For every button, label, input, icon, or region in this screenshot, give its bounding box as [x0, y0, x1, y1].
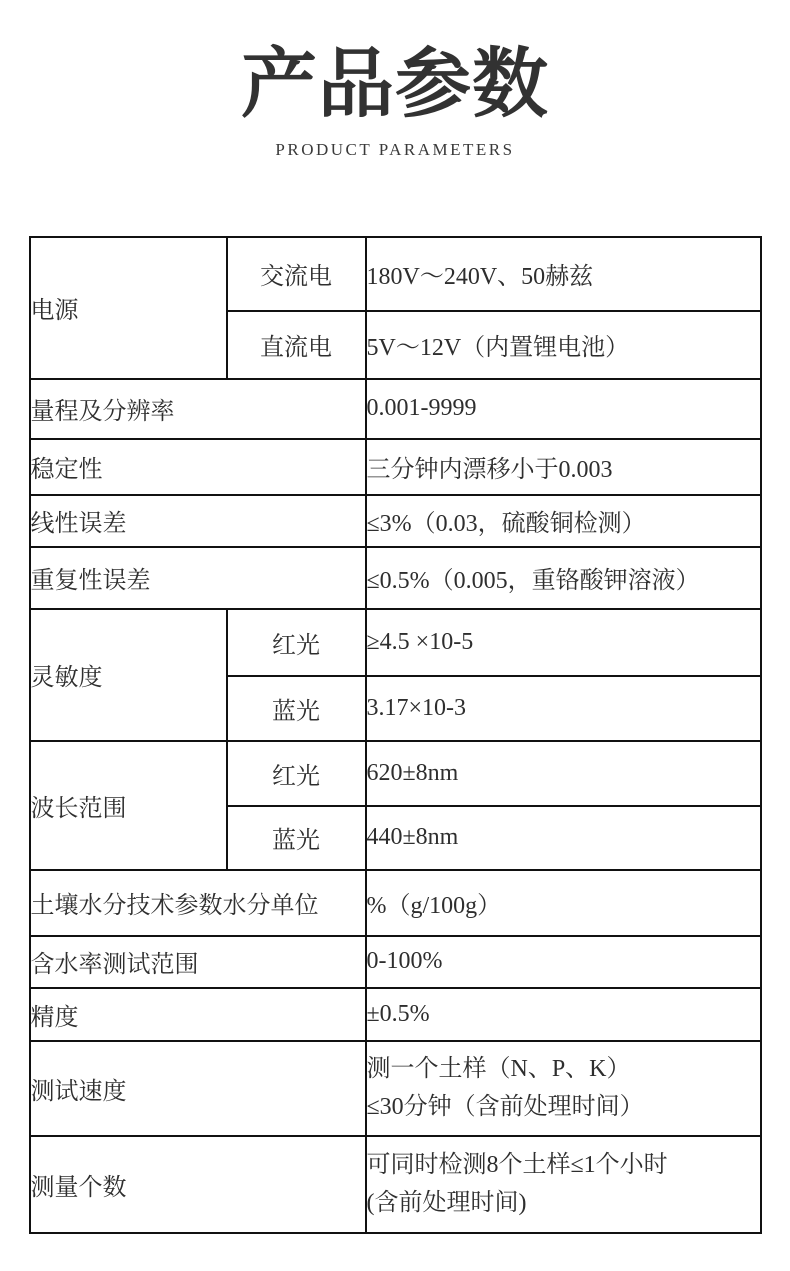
moisture-unit-value-cell: %（g/100g）	[366, 870, 761, 936]
wavelength-label-cell: 波长范围	[30, 741, 227, 870]
table-row-wavelength-red	[30, 741, 761, 806]
range-value-cell: 0.001-9999	[366, 379, 761, 439]
table-row-linearity	[30, 495, 761, 547]
table-row-stability	[30, 439, 761, 495]
table-row-precision	[30, 988, 761, 1041]
page-header	[0, 0, 790, 160]
sensitivity-red-type-cell: 红光	[227, 609, 366, 676]
moisture-range-value-cell: 0-100%	[366, 936, 761, 988]
stability-label-cell: 稳定性	[30, 439, 366, 495]
power-dc-type-cell: 直流电	[227, 311, 366, 379]
power-ac-type-cell: 交流电	[227, 237, 366, 311]
repeatability-value-cell: ≤0.5%（0.005，重铬酸钾溶液）	[366, 547, 761, 609]
table-row-power-ac	[30, 237, 761, 311]
wavelength-red-type-cell: 红光	[227, 741, 366, 806]
wavelength-blue-type-cell: 蓝光	[227, 806, 366, 870]
repeatability-label-cell: 重复性误差	[30, 547, 366, 609]
range-label-cell: 量程及分辨率	[30, 379, 366, 439]
sensitivity-red-value-cell: ≥4.5 ×10-5	[366, 609, 761, 676]
test-speed-label-cell: 测试速度	[30, 1041, 366, 1136]
test-speed-value-line1: 测一个土样（N、P、K）	[366, 1056, 631, 1083]
sensitivity-label-cell: 灵敏度	[30, 609, 227, 741]
sensitivity-blue-value-cell: 3.17×10-3	[366, 676, 761, 741]
table-row-range	[30, 379, 761, 439]
table-row-repeatability	[30, 547, 761, 609]
wavelength-blue-value-cell: 440±8nm	[366, 806, 761, 870]
measure-count-value-line2: (含前处理时间)	[366, 1190, 527, 1217]
linearity-value-cell: ≤3%（0.03，硫酸铜检测）	[366, 495, 761, 547]
wavelength-red-value-cell: 620±8nm	[366, 741, 761, 806]
page-subtitle: PRODUCT PARAMETERS	[275, 139, 515, 159]
stability-value-cell: 三分钟内漂移小于0.003	[366, 439, 761, 495]
power-label-cell: 电源	[30, 237, 227, 379]
sensitivity-blue-type-cell: 蓝光	[227, 676, 366, 741]
table-row-moisture-range	[30, 936, 761, 988]
moisture-range-label-cell: 含水率测试范围	[30, 936, 366, 988]
table-row-test-speed	[30, 1041, 761, 1136]
measure-count-label-cell: 测量个数	[30, 1136, 366, 1233]
measure-count-value-line1: 可同时检测8个土样≤1个小时	[366, 1152, 668, 1179]
measure-count-value-cell	[366, 1136, 761, 1233]
page-title: 产品参数	[241, 43, 549, 127]
test-speed-value-cell	[366, 1041, 761, 1136]
linearity-label-cell: 线性误差	[30, 495, 366, 547]
power-ac-value-cell: 180V～240V、50赫兹	[366, 237, 761, 311]
table-row-sensitivity-red	[30, 609, 761, 676]
test-speed-value-line2: ≤30分钟（含前处理时间）	[366, 1094, 644, 1121]
product-parameters-table	[29, 236, 762, 1234]
table-row-moisture-unit	[30, 870, 761, 936]
precision-value-cell: ±0.5%	[366, 988, 761, 1041]
power-dc-value-cell: 5V～12V（内置锂电池）	[366, 311, 761, 379]
precision-label-cell: 精度	[30, 988, 366, 1041]
moisture-unit-label-cell: 土壤水分技术参数水分单位	[30, 870, 366, 936]
table-row-measure-count	[30, 1136, 761, 1233]
